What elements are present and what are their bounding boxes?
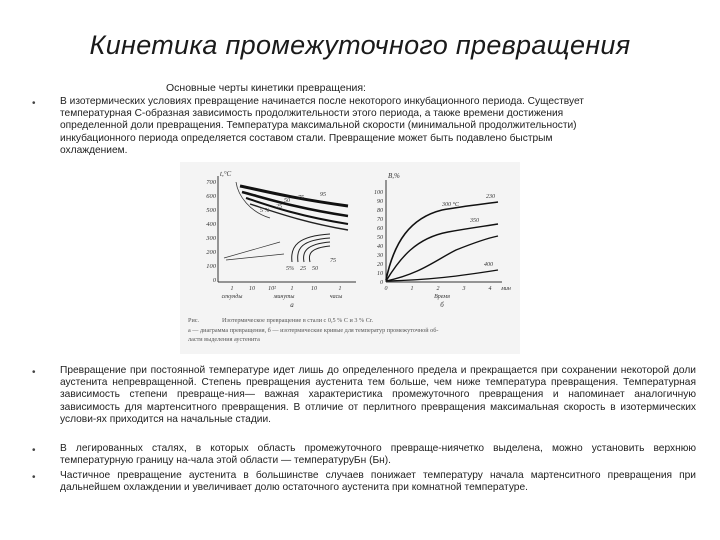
- left-curve-label: 50: [312, 266, 318, 272]
- left-panel-letter: а: [290, 301, 294, 309]
- left-y-tick: 200: [206, 249, 216, 256]
- figure-caption: ласти выделения аустенита: [188, 336, 260, 343]
- left-x-label: минуты: [273, 294, 295, 300]
- right-curve-label: 300 °C: [442, 202, 459, 208]
- right-y-tick: 40: [377, 244, 383, 250]
- right-x-label: Время: [434, 294, 450, 300]
- paragraph-line: температурная С-образная зависимость продолжительности этого периода, а также времени достижения: [60, 108, 564, 120]
- paragraph-incubation: [60, 96, 696, 157]
- left-curve-label: 5%: [286, 266, 294, 272]
- right-y-tick: 90: [377, 199, 383, 205]
- right-y-tick: 60: [377, 226, 383, 232]
- left-curve-label: 75: [298, 195, 304, 201]
- left-y-tick: 0: [212, 277, 216, 284]
- right-x-tick: 2: [436, 286, 440, 292]
- left-y-tick: 400: [206, 221, 216, 228]
- paragraph-line: В изотермических условиях превращение начинается после некоторого инкубационного периода. Существует: [60, 96, 584, 107]
- right-y-tick: 10: [377, 271, 383, 277]
- kinetics-figure: [180, 162, 520, 354]
- left-x-tick: 10: [311, 286, 317, 292]
- left-y-tick: 700: [206, 179, 216, 186]
- right-y-label: В,%: [388, 172, 400, 180]
- paragraph-line: охлаждением.: [60, 144, 128, 156]
- left-curve-label: 95: [320, 192, 326, 198]
- right-y-tick: 100: [374, 190, 383, 196]
- left-y-tick: 500: [206, 207, 216, 214]
- left-curve-label: 50: [284, 198, 290, 204]
- left-curve-label: 25: [300, 266, 306, 272]
- left-curve-label: 5 %: [260, 208, 270, 214]
- left-x-tick: 1: [290, 286, 294, 292]
- right-x-tick: 1: [410, 286, 414, 292]
- right-y-tick: 80: [377, 208, 383, 214]
- figure-caption-head: Рис.: [188, 317, 200, 324]
- right-x-tick: 4: [488, 286, 492, 292]
- right-panel-letter: б: [440, 301, 444, 309]
- left-x-label: секунды: [221, 294, 243, 300]
- right-y-tick: 70: [377, 217, 383, 223]
- paragraph-line: определенной доли превращения. Температура максимальной скорости (минимальной продолжительности): [60, 120, 577, 132]
- paragraph-alloyed: В легированных сталях, в которых область промежуточного превраще-ниячетко выделена, можно установить верхнюю температурную границу на-чала этой области — температуруБн (Бн).: [60, 443, 696, 467]
- left-curve-label: 25: [276, 204, 282, 210]
- figure-caption: Изотермическое превращение в стали с 0,5 % С и 3 % Сr.: [222, 317, 374, 324]
- right-curve-label: 350: [470, 218, 479, 224]
- right-y-tick: 0: [380, 280, 383, 286]
- left-y-tick: 300: [206, 235, 216, 242]
- figure-caption: а — диаграмма превращения, б — изотермические кривые для температур промежуточной об-: [188, 327, 439, 334]
- paragraph-line: инкубационного периода определяется составом стали. Превращение может быть подавлено быстрым: [60, 132, 553, 144]
- bullet-2: •: [32, 367, 36, 378]
- left-curve-label: 75: [330, 258, 336, 264]
- left-x-label: часы: [329, 294, 343, 300]
- left-x-tick: 1: [230, 286, 234, 292]
- left-y-label: t,°C: [220, 170, 232, 178]
- slide-title: Кинетика промежуточного превращения: [89, 30, 631, 60]
- left-y-tick: 100: [206, 263, 216, 270]
- right-x-unit: мин: [501, 286, 511, 292]
- paragraph-partial: Частичное превращение аустенита в большинстве случаев понижает температуру начала мартенситного превращения при дальнейшем охлаждении и увеличивает долю остаточного аустенита при комнатной температуре.: [60, 470, 696, 494]
- right-x-tick: 0: [384, 286, 388, 292]
- right-x-tick: 3: [462, 286, 466, 292]
- right-curve-label: 400: [484, 262, 493, 268]
- left-y-tick: 600: [206, 193, 216, 200]
- left-x-tick: 10²: [268, 286, 276, 292]
- right-y-tick: 30: [377, 253, 383, 259]
- right-curve-label: 230: [486, 194, 495, 200]
- right-y-tick: 20: [377, 262, 383, 268]
- bullet-3: •: [32, 445, 36, 456]
- bullet-1: •: [32, 98, 36, 109]
- paragraph-isothermal: Превращение при постоянной температуре идет лишь до определенного предела и прекращается при сохранении некоторой доли аустенита непревращенной. Степень превращения аустенита тем больше, чем ниже температура превращения. Температурная зависимость степени превраще-ния— важная характеристика промежуточного превращения и напоминает аналогичную зависимость для мартенситного превращения. В отличие от перлитного превращения максимальная скорость в изотермических услови-ях приходится на начальные стадии.: [60, 365, 696, 425]
- right-y-tick: 50: [377, 235, 383, 241]
- left-x-tick: 10: [249, 286, 255, 292]
- slide-subtitle: Основные черты кинетики превращения:: [166, 82, 366, 94]
- left-x-tick: 1: [338, 286, 342, 292]
- bullet-4: •: [32, 472, 36, 483]
